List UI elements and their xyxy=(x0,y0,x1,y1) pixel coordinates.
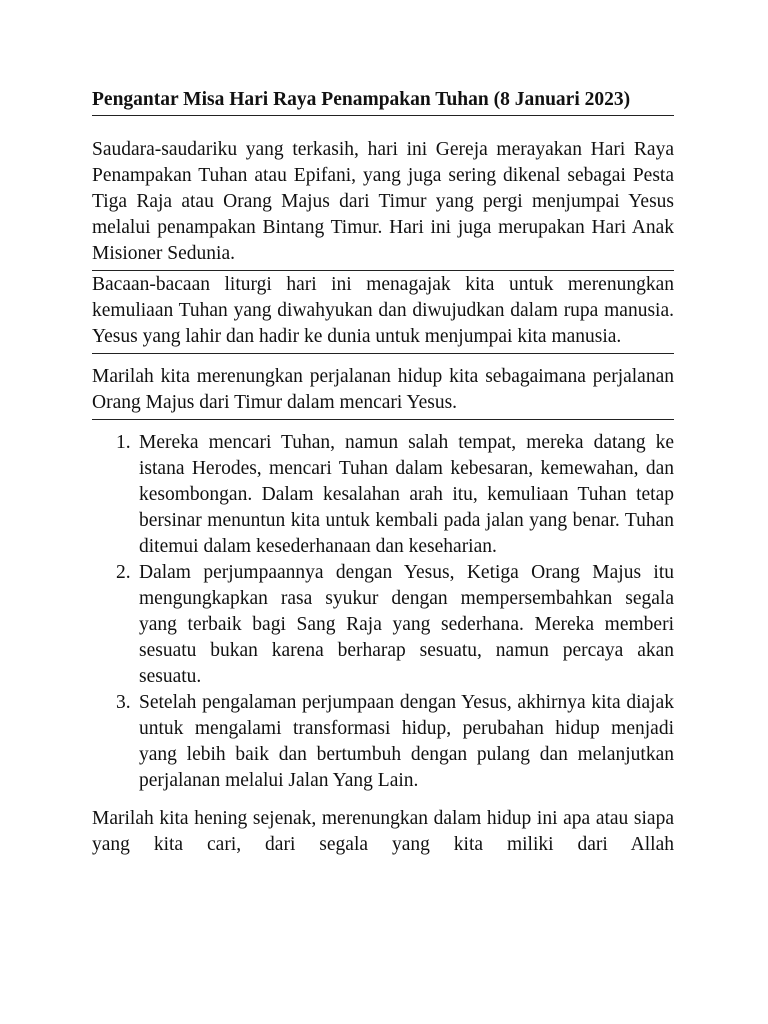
list-item-number: 1. xyxy=(116,432,131,453)
list-item-text: Dalam perjumpaannya dengan Yesus, Ketiga Orang Majus itu mengungkapkan rasa syukur dengan mempersembahkan segala yang terbaik bagi Sang Raja yang sederhana. Mereka memberi sesuatu bukan karena berharap sesuatu, namun percaya akan sesuatu. xyxy=(139,562,674,687)
readings-paragraph: Bacaan-bacaan liturgi hari ini menagajak kita untuk merenungkan kemuliaan Tuhan yang diwahyukan dan diwujudkan dalam rupa manusia. Yesus yang lahir dan hadir ke dunia untuk menjumpai kita manusia. xyxy=(92,272,674,354)
list-item-number: 3. xyxy=(116,692,131,713)
document-title: Pengantar Misa Hari Raya Penampakan Tuhan (8 Januari 2023) xyxy=(92,87,674,116)
list-item-number: 2. xyxy=(116,562,131,583)
list-item xyxy=(92,430,674,560)
list-item xyxy=(92,690,674,794)
intro-paragraph: Saudara-saudariku yang terkasih, hari ini Gereja merayakan Hari Raya Penampakan Tuhan atau Epifani, yang juga sering dikenal sebagai Pesta Tiga Raja atau Orang Majus dari Timur yang pergi menjumpai Yesus melalui penampakan Bintang Timur. Hari ini juga merupakan Hari Anak Misioner Sedunia. xyxy=(92,137,674,271)
document-page xyxy=(92,87,674,878)
list-item-text: Mereka mencari Tuhan, namun salah tempat, mereka datang ke istana Herodes, mencari Tuhan dalam kebesaran, kemewahan, dan kesombongan. Dalam kesalahan arah itu, kemuliaan Tuhan tetap bersinar menuntun kita untuk kembali pada jalan yang benar. Tuhan ditemui dalam kesederhanaan dan keseharian. xyxy=(139,432,674,557)
closing-paragraph: Marilah kita hening sejenak, merenungkan dalam hidup ini apa atau siapa yang kita cari, dari segala yang kita miliki dari Allah xyxy=(92,808,674,855)
list-item xyxy=(92,560,674,690)
reflection-list xyxy=(92,430,674,794)
reflection-paragraph: Marilah kita merenungkan perjalanan hidup kita sebagaimana perjalanan Orang Majus dari Timur dalam mencari Yesus. xyxy=(92,364,674,420)
list-item-text: Setelah pengalaman perjumpaan dengan Yesus, akhirnya kita diajak untuk mengalami transformasi hidup, perubahan hidup menjadi yang lebih baik dan bertumbuh dengan pulang dan melanjutkan perjalanan melalui Jalan Yang Lain. xyxy=(139,692,674,791)
